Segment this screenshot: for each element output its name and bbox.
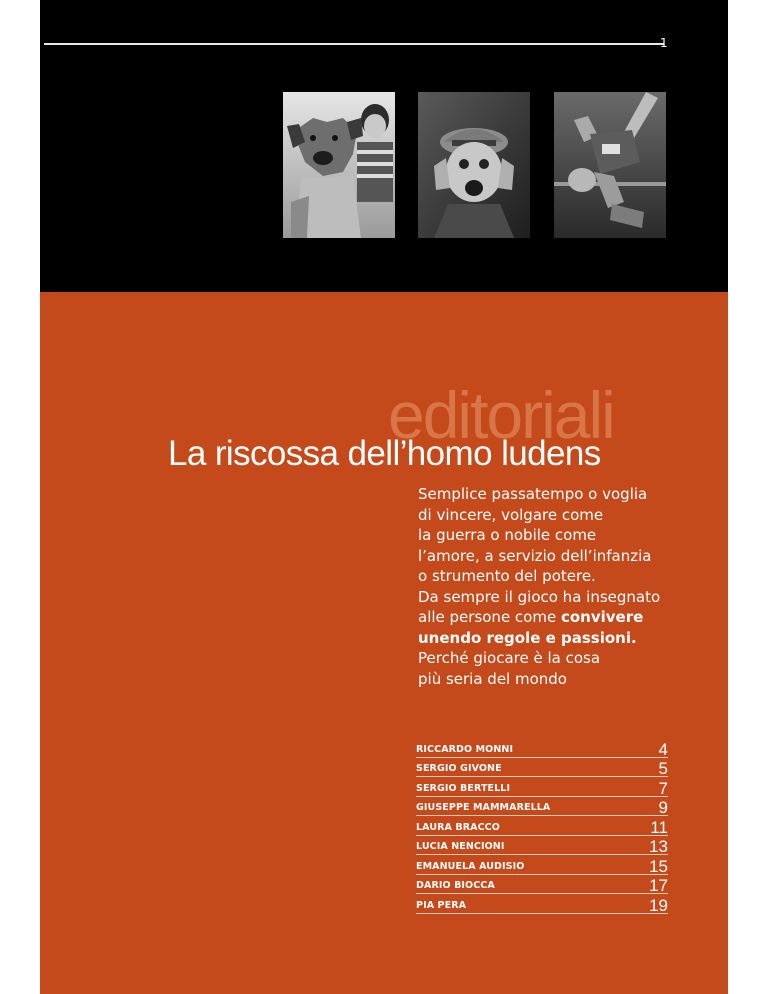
toc-author: PIA PERA bbox=[416, 899, 467, 911]
magazine-page bbox=[40, 0, 728, 994]
intro-emphasis: convivere bbox=[560, 608, 644, 626]
photo-boy-with-dog-image bbox=[283, 92, 395, 238]
toc-page-number: 9 bbox=[658, 798, 668, 817]
section-label: editoriali bbox=[388, 378, 614, 452]
toc-author: EMANUELA AUDISIO bbox=[416, 860, 525, 872]
toc-page-number: 4 bbox=[658, 739, 668, 759]
toc-row[interactable] bbox=[416, 797, 668, 817]
intro-paragraph bbox=[418, 484, 668, 689]
intro-line: di vincere, volgare come bbox=[418, 505, 604, 524]
intro-line: più seria del mondo bbox=[418, 669, 567, 688]
page-number: 1 bbox=[660, 36, 668, 50]
headline: La riscossa dell’homo ludens bbox=[168, 434, 601, 473]
toc-row[interactable] bbox=[416, 894, 668, 914]
toc-author: SERGIO GIVONE bbox=[416, 763, 502, 774]
toc-author: LAURA BRACCO bbox=[416, 821, 500, 833]
toc-page-number: 17 bbox=[649, 876, 668, 895]
toc-row[interactable] bbox=[416, 738, 668, 758]
toc-page-number: 7 bbox=[658, 778, 668, 798]
photo-boy-with-dog bbox=[283, 92, 395, 238]
photo-child-funny-face-image bbox=[418, 92, 530, 238]
intro-line bbox=[418, 607, 668, 628]
toc-author: LUCIA NENCIONI bbox=[416, 841, 505, 852]
toc-page-number: 13 bbox=[649, 837, 668, 856]
toc-author: RICCARDO MONNI bbox=[416, 743, 514, 755]
intro-text: alle persone come bbox=[418, 608, 557, 626]
intro-line: Da sempre il gioco ha insegnato bbox=[418, 587, 661, 606]
photo-high-jumper bbox=[554, 92, 666, 238]
toc-row[interactable] bbox=[416, 855, 668, 875]
intro-line: o strumento del potere. bbox=[418, 567, 596, 585]
toc-row[interactable] bbox=[416, 875, 668, 895]
intro-line: Perché giocare è la cosa bbox=[418, 649, 601, 667]
intro-emphasis: unendo regole e passioni. bbox=[418, 628, 637, 647]
toc-author: GIUSEPPE MAMMARELLA bbox=[416, 802, 551, 813]
toc-page-number: 5 bbox=[658, 759, 668, 778]
header-band bbox=[40, 0, 728, 292]
intro-line: la guerra o nobile come bbox=[418, 526, 597, 544]
toc-page-number: 15 bbox=[649, 856, 668, 876]
toc-row[interactable] bbox=[416, 777, 668, 797]
intro-line: l’amore, a servizio dell’infanzia bbox=[418, 546, 652, 565]
toc-page-number: 11 bbox=[650, 817, 668, 837]
table-of-contents bbox=[416, 738, 668, 914]
intro-line: Semplice passatempo o voglia bbox=[418, 485, 648, 503]
photo-high-jumper-image bbox=[554, 92, 666, 238]
toc-row[interactable] bbox=[416, 758, 668, 778]
toc-page-number: 19 bbox=[649, 895, 668, 915]
toc-row[interactable] bbox=[416, 816, 668, 836]
header-rule bbox=[44, 43, 664, 45]
photo-child-funny-face bbox=[418, 92, 530, 238]
toc-author: SERGIO BERTELLI bbox=[416, 782, 511, 794]
toc-author: DARIO BIOCCA bbox=[416, 880, 495, 891]
toc-row[interactable] bbox=[416, 836, 668, 856]
